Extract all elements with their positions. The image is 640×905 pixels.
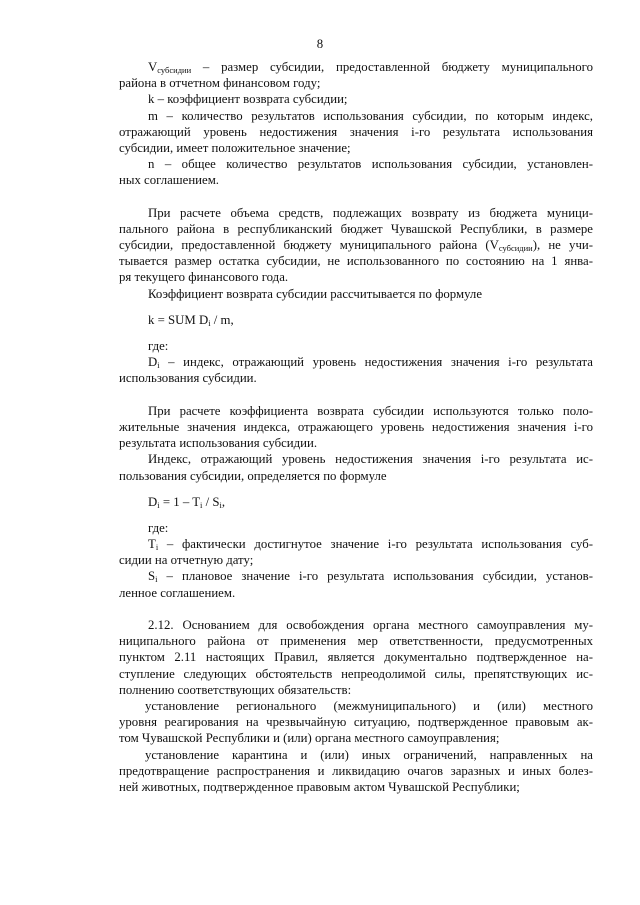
section-2-12-line: 2.12. Основанием для освобождения органа местного самоуправления му- (148, 618, 593, 632)
text-line: Коэффициент возврата субсидии рассчитывается по формуле (148, 286, 482, 301)
text-line: где: (148, 520, 169, 535)
text-line: субсидии, предоставленной бюджету муниципального района $(V_{субсидии})$, не учи- (119, 238, 593, 254)
text-line: пального района в республиканский бюджет Чувашской Республики, в размере (119, 221, 593, 236)
text-line: жительные значения индекса, отражающего уровень недостижения значения i-го (119, 419, 593, 434)
text-line: отражающий уровень недостижения значения i-го результата использования (119, 124, 593, 139)
formula-d: $D_i = 1 - T_i / S_i$, (148, 494, 226, 510)
text-line: Индекс, отражающий уровень недостижения значения i-го результата ис- (148, 452, 593, 467)
text-line: m – количество результатов использования субсидии, по которым индекс, (148, 108, 593, 123)
text-line: ней животных, подтвержденное правовым актом Чувашской Республики; (119, 779, 520, 794)
text-line: сидии на отчетную дату; (119, 553, 254, 568)
text-line: ступление следующих обстоятельств непреодолимой силы, препятствующих ис- (119, 666, 593, 681)
text-line: ных соглашением. (119, 173, 219, 188)
text-line: n – общее количество результатов использования субсидии, установлен- (148, 157, 593, 172)
formula-k: k = SUM $D_i$ / m, (148, 312, 234, 328)
text-line: результата использования субсидии. (119, 436, 318, 451)
text-line: субсидии, имеет положительное значение; (119, 140, 351, 155)
text-line: пользования субсидии, определяется по формуле (119, 468, 387, 483)
text-line: том Чувашской Республики и (или) органа местного самоуправления; (119, 731, 500, 746)
page-number: 8 (316, 37, 324, 51)
text-line: полнению соответствующих обязательств: (119, 682, 352, 697)
text-line: ниципального района от применения мер ответственности, предусмотренных (119, 634, 593, 649)
text-line: района в отчетном финансовом году; (119, 76, 321, 91)
text-line: где: (148, 339, 169, 353)
text-line: уровня реагирования на чрезвычайную ситуацию, подтвержденное правовым ак- (119, 715, 593, 730)
text-line: При расчете коэффициента возврата субсидии используются только поло- (148, 403, 593, 418)
text-line: k – коэффициент возврата субсидии; (148, 92, 348, 107)
text-line: При расчете объема средств, подлежащих возврату из бюджета муници- (148, 205, 593, 220)
text-line: $S_i$ – плановое значение i-го результата использования субсидии, установ- (148, 569, 593, 585)
text-line: использования субсидии. (119, 371, 257, 386)
text-line: установление регионального (межмуниципального) и (или) местного (145, 698, 593, 713)
text-line: $D_i$ – индекс, отражающий уровень недостижения значения i-го результата (148, 355, 593, 371)
text-line: пунктом 2.11 настоящих Правил, является документально подтвержденное на- (119, 650, 593, 665)
text-line: ленное соглашением. (119, 585, 236, 600)
page-body (119, 59, 593, 795)
text-line: $T_i$ – фактически достигнутое значение i-го результата использования суб- (148, 537, 593, 553)
text-line: установление карантина и (или) иных ограничений, направленных на (145, 747, 593, 762)
text-line: $V_{субсидии}$ – размер субсидии, предоставленной бюджету муниципального (148, 60, 593, 75)
text-line: предотвращение распространения и ликвидацию очагов заразных и иных болез- (119, 763, 593, 778)
text-line: тывается размер остатка субсидии, не использованного по состоянию на 1 янва- (119, 254, 593, 269)
text-line: ря текущего финансового года. (119, 270, 289, 285)
